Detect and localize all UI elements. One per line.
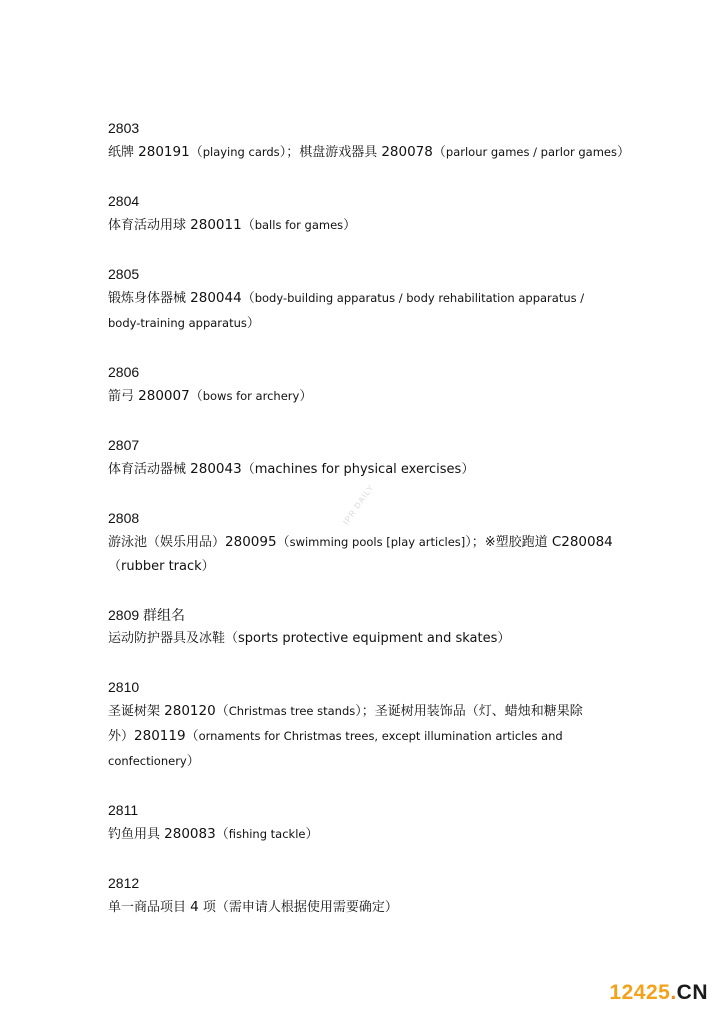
english-text: swimming pools [play articles] xyxy=(289,535,466,549)
chinese-text: 钓鱼用具 xyxy=(108,827,165,842)
logo-dot: . xyxy=(670,981,677,1004)
section-code: 2807 xyxy=(108,437,140,453)
chinese-text: （ xyxy=(215,704,229,719)
section-line xyxy=(108,555,620,579)
english-text: bows for archery xyxy=(202,389,300,403)
chinese-text: （ xyxy=(276,535,290,550)
item-number: 280043 xyxy=(190,461,242,477)
chinese-text: 体育活动器械 xyxy=(108,462,191,477)
item-number: 280191 xyxy=(138,144,190,160)
item-number: 280007 xyxy=(138,388,190,404)
section-line xyxy=(108,384,620,409)
chinese-text: ） xyxy=(246,316,260,331)
chinese-text: ） xyxy=(305,827,319,842)
section-line xyxy=(108,140,630,165)
document-body xyxy=(108,116,630,920)
watermark: IPR DAILY xyxy=(341,482,376,527)
class-section xyxy=(108,798,620,847)
chinese-text: 游泳池（娱乐用品） xyxy=(108,535,226,550)
english-text: sports protective equipment and skates xyxy=(238,631,498,646)
section-line xyxy=(108,457,620,482)
section-line xyxy=(108,530,620,555)
section-code: 2808 xyxy=(108,510,140,526)
class-section xyxy=(108,116,630,165)
site-logo[interactable] xyxy=(609,981,708,1005)
chinese-text: 箭弓 xyxy=(108,389,139,404)
class-section xyxy=(108,262,620,336)
english-text: machines for physical exercises xyxy=(254,462,462,477)
chinese-text: ）；※塑胶跑道 xyxy=(465,535,552,550)
item-number: 280083 xyxy=(164,826,216,842)
item-number: 280095 xyxy=(225,534,277,550)
section-line xyxy=(108,699,620,724)
section-line xyxy=(108,213,620,238)
english-text: parlour games / parlor games xyxy=(445,145,617,159)
chinese-text: （ xyxy=(185,729,199,744)
english-text: fishing tackle xyxy=(228,827,306,841)
section-line xyxy=(108,627,620,651)
class-section xyxy=(108,189,620,238)
chinese-text: （ xyxy=(432,145,446,160)
chinese-text: ） xyxy=(201,559,215,574)
english-text: ornaments for Christmas trees, except illumination articles and xyxy=(198,729,563,743)
item-number: 280120 xyxy=(164,703,216,719)
item-number: 4 xyxy=(190,899,199,915)
section-line xyxy=(108,749,620,774)
section-line xyxy=(108,895,620,920)
english-text: playing cards xyxy=(202,145,280,159)
chinese-text: 运动防护器具及冰鞋（ xyxy=(108,631,239,646)
chinese-text: 项（需申请人根据使用需要确定） xyxy=(198,900,398,915)
chinese-text: （ xyxy=(189,389,203,404)
class-section xyxy=(108,360,620,409)
section-code: 2812 xyxy=(108,875,140,891)
chinese-text: ） xyxy=(343,218,357,233)
class-section xyxy=(108,871,620,920)
chinese-text: ） xyxy=(616,145,630,160)
section-code: 2810 xyxy=(108,679,140,695)
class-section xyxy=(108,506,620,579)
chinese-text: 体育活动用球 xyxy=(108,218,191,233)
section-code: 2806 xyxy=(108,364,140,380)
section-line xyxy=(108,311,620,336)
chinese-text: ） xyxy=(497,631,511,646)
logo-suffix: CN xyxy=(676,981,708,1004)
section-code: 2809 群组名 xyxy=(108,607,186,623)
chinese-text: ）；圣诞树用装饰品（灯、蜡烛和糖果除 xyxy=(355,704,583,719)
chinese-text: 圣诞树架 xyxy=(108,704,165,719)
item-number: C280084 xyxy=(551,534,613,550)
english-text: body-building apparatus / body rehabilitation apparatus / xyxy=(254,291,585,305)
english-text: Christmas tree stands xyxy=(228,704,356,718)
section-line xyxy=(108,286,620,311)
chinese-text: 单一商品项目 xyxy=(108,900,191,915)
english-text: balls for games xyxy=(254,218,344,232)
chinese-text: （ xyxy=(241,291,255,306)
item-number: 280044 xyxy=(190,290,242,306)
chinese-text: （ xyxy=(241,218,255,233)
class-section xyxy=(108,433,620,482)
chinese-text: 纸牌 xyxy=(108,145,139,160)
class-section xyxy=(108,675,620,774)
section-line xyxy=(108,724,620,749)
section-code: 2804 xyxy=(108,193,140,209)
item-number: 280119 xyxy=(134,728,186,744)
item-number: 280011 xyxy=(190,217,242,233)
chinese-text: 外） xyxy=(108,729,135,744)
class-section xyxy=(108,603,620,651)
section-code: 2805 xyxy=(108,266,140,282)
section-code: 2811 xyxy=(108,802,139,818)
english-text: rubber track xyxy=(121,559,202,574)
chinese-text: ） xyxy=(186,754,200,769)
section-code: 2803 xyxy=(108,120,140,136)
chinese-text: ） xyxy=(461,462,475,477)
logo-numbers: 12425 xyxy=(609,981,671,1004)
item-number: 280078 xyxy=(381,144,433,160)
chinese-text: ） xyxy=(299,389,313,404)
chinese-text: 锻炼身体器械 xyxy=(108,291,191,306)
section-line xyxy=(108,822,620,847)
chinese-text: ）；棋盘游戏器具 xyxy=(279,145,382,160)
english-text: confectionery xyxy=(108,754,187,768)
chinese-text: （ xyxy=(215,827,229,842)
english-text: body-training apparatus xyxy=(108,316,247,330)
chinese-text: （ xyxy=(108,559,122,574)
chinese-text: （ xyxy=(241,462,255,477)
chinese-text: （ xyxy=(189,145,203,160)
